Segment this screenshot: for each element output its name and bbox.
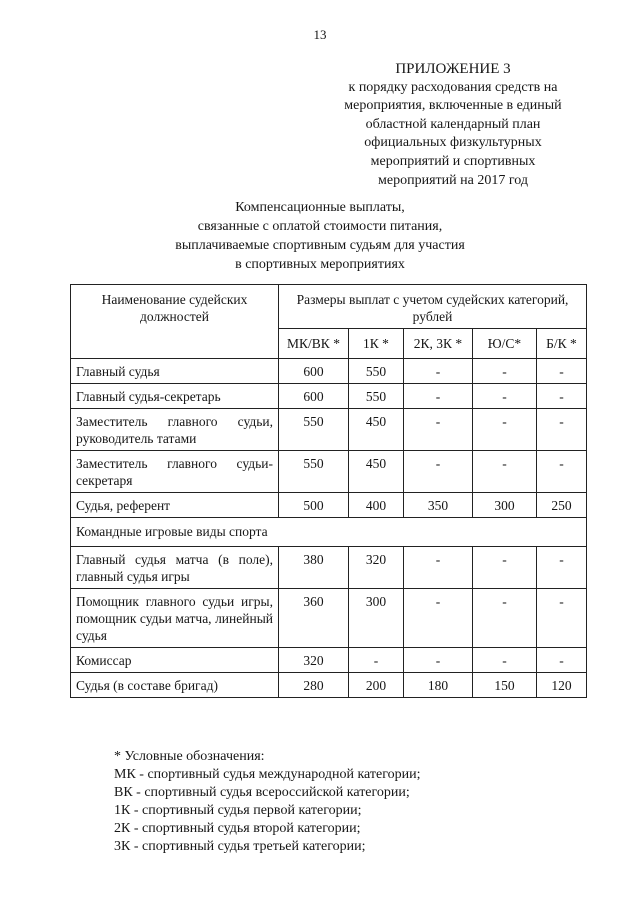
page-number: 13 (313, 27, 327, 42)
amount-cell: 380 (279, 547, 349, 589)
heading-line: Компенсационные выплаты, (235, 200, 405, 215)
amount-cell: - (473, 648, 537, 673)
amount-cell: 600 (279, 359, 349, 384)
position-name: Заместитель главного судьи-секретаря (71, 451, 279, 493)
amount-cell: 550 (279, 451, 349, 493)
note-item: МК - спортивный судья международной категории; (114, 767, 421, 782)
amount-cell: - (473, 409, 537, 451)
amount-cell: 150 (473, 673, 537, 698)
amount-cell: 550 (349, 359, 404, 384)
amount-cell: 250 (537, 493, 587, 518)
note-item: 2К - спортивный судья второй категории; (114, 821, 361, 836)
amount-cell: - (404, 384, 473, 409)
position-name: Судья (в составе бригад) (71, 673, 279, 698)
appendix-line: к порядку расходования средств на (348, 79, 558, 95)
amount-cell: 300 (473, 493, 537, 518)
amount-cell: 550 (349, 384, 404, 409)
amount-cell: 300 (349, 589, 404, 648)
section-title: Командные игровые виды спорта (71, 518, 587, 547)
amount-cell: 360 (279, 589, 349, 648)
payments-table (70, 284, 587, 698)
column-header-amounts: Размеры выплат с учетом судейских категорий, рублей (279, 285, 587, 329)
amount-cell: - (404, 648, 473, 673)
amount-cell: - (404, 451, 473, 493)
legend-notes (114, 748, 554, 856)
category-header: МК/ВК * (279, 329, 349, 359)
category-header: 2К, 3К * (404, 329, 473, 359)
amount-cell: - (473, 547, 537, 589)
amount-cell: - (349, 648, 404, 673)
position-name: Главный судья-секретарь (71, 384, 279, 409)
position-name: Главный судья (71, 359, 279, 384)
amount-cell: 120 (537, 673, 587, 698)
amount-cell: 200 (349, 673, 404, 698)
heading-line: в спортивных мероприятиях (235, 257, 405, 272)
position-name: Главный судья матча (в поле), главный судья игры (71, 547, 279, 589)
appendix-title: ПРИЛОЖЕНИЕ 3 (395, 61, 511, 77)
notes-title: * Условные обозначения: (114, 749, 265, 764)
appendix-line: мероприятий и спортивных (370, 153, 536, 169)
amount-cell: - (404, 589, 473, 648)
position-name: Помощник главного судьи игры, помощник судьи матча, линейный судья (71, 589, 279, 648)
table-header-row (71, 285, 587, 329)
category-header: Ю/С* (473, 329, 537, 359)
amount-cell: 400 (349, 493, 404, 518)
amount-cell: - (537, 451, 587, 493)
amount-cell: 450 (349, 409, 404, 451)
note-item: 3К - спортивный судья третьей категории; (114, 839, 366, 854)
amount-cell: - (404, 547, 473, 589)
amount-cell: 450 (349, 451, 404, 493)
amount-cell: - (537, 359, 587, 384)
column-header-position: Наименование судейских должностей (71, 285, 279, 359)
category-header: 1К * (349, 329, 404, 359)
appendix-line: мероприятия, включенные в единый (344, 98, 562, 114)
amount-cell: - (473, 451, 537, 493)
amount-cell: 350 (404, 493, 473, 518)
amount-cell: - (537, 589, 587, 648)
amount-cell: 320 (349, 547, 404, 589)
position-name: Судья, референт (71, 493, 279, 518)
amount-cell: 600 (279, 384, 349, 409)
table-row (71, 547, 587, 589)
amount-cell: 180 (404, 673, 473, 698)
amount-cell: - (537, 384, 587, 409)
note-item: 1К - спортивный судья первой категории; (114, 803, 362, 818)
document-heading (130, 198, 510, 274)
amount-cell: - (473, 589, 537, 648)
amount-cell: - (537, 409, 587, 451)
amount-cell: - (404, 409, 473, 451)
amount-cell: - (404, 359, 473, 384)
amount-cell: 320 (279, 648, 349, 673)
position-name: Заместитель главного судьи, руководитель татами (71, 409, 279, 451)
amount-cell: - (473, 384, 537, 409)
table-row (71, 493, 587, 518)
appendix-line: официальных физкультурных (364, 135, 542, 151)
note-item: ВК - спортивный судья всероссийской категории; (114, 785, 410, 800)
appendix-line: мероприятий на 2017 год (378, 172, 528, 188)
amount-cell: - (473, 359, 537, 384)
table-row (71, 359, 587, 384)
amount-cell: - (537, 547, 587, 589)
section-row (71, 518, 587, 547)
table-row (71, 589, 587, 648)
category-header: Б/К * (537, 329, 587, 359)
table-row (71, 409, 587, 451)
appendix-line: областной календарный план (365, 116, 541, 132)
amount-cell: 500 (279, 493, 349, 518)
table-row (71, 673, 587, 698)
position-name: Комиссар (71, 648, 279, 673)
appendix-block (318, 60, 588, 190)
table-row (71, 384, 587, 409)
heading-line: выплачиваемые спортивным судьям для участия (175, 238, 465, 253)
amount-cell: - (537, 648, 587, 673)
amount-cell: 280 (279, 673, 349, 698)
amount-cell: 550 (279, 409, 349, 451)
heading-line: связанные с оплатой стоимости питания, (197, 219, 443, 234)
table-row (71, 648, 587, 673)
table-row (71, 451, 587, 493)
